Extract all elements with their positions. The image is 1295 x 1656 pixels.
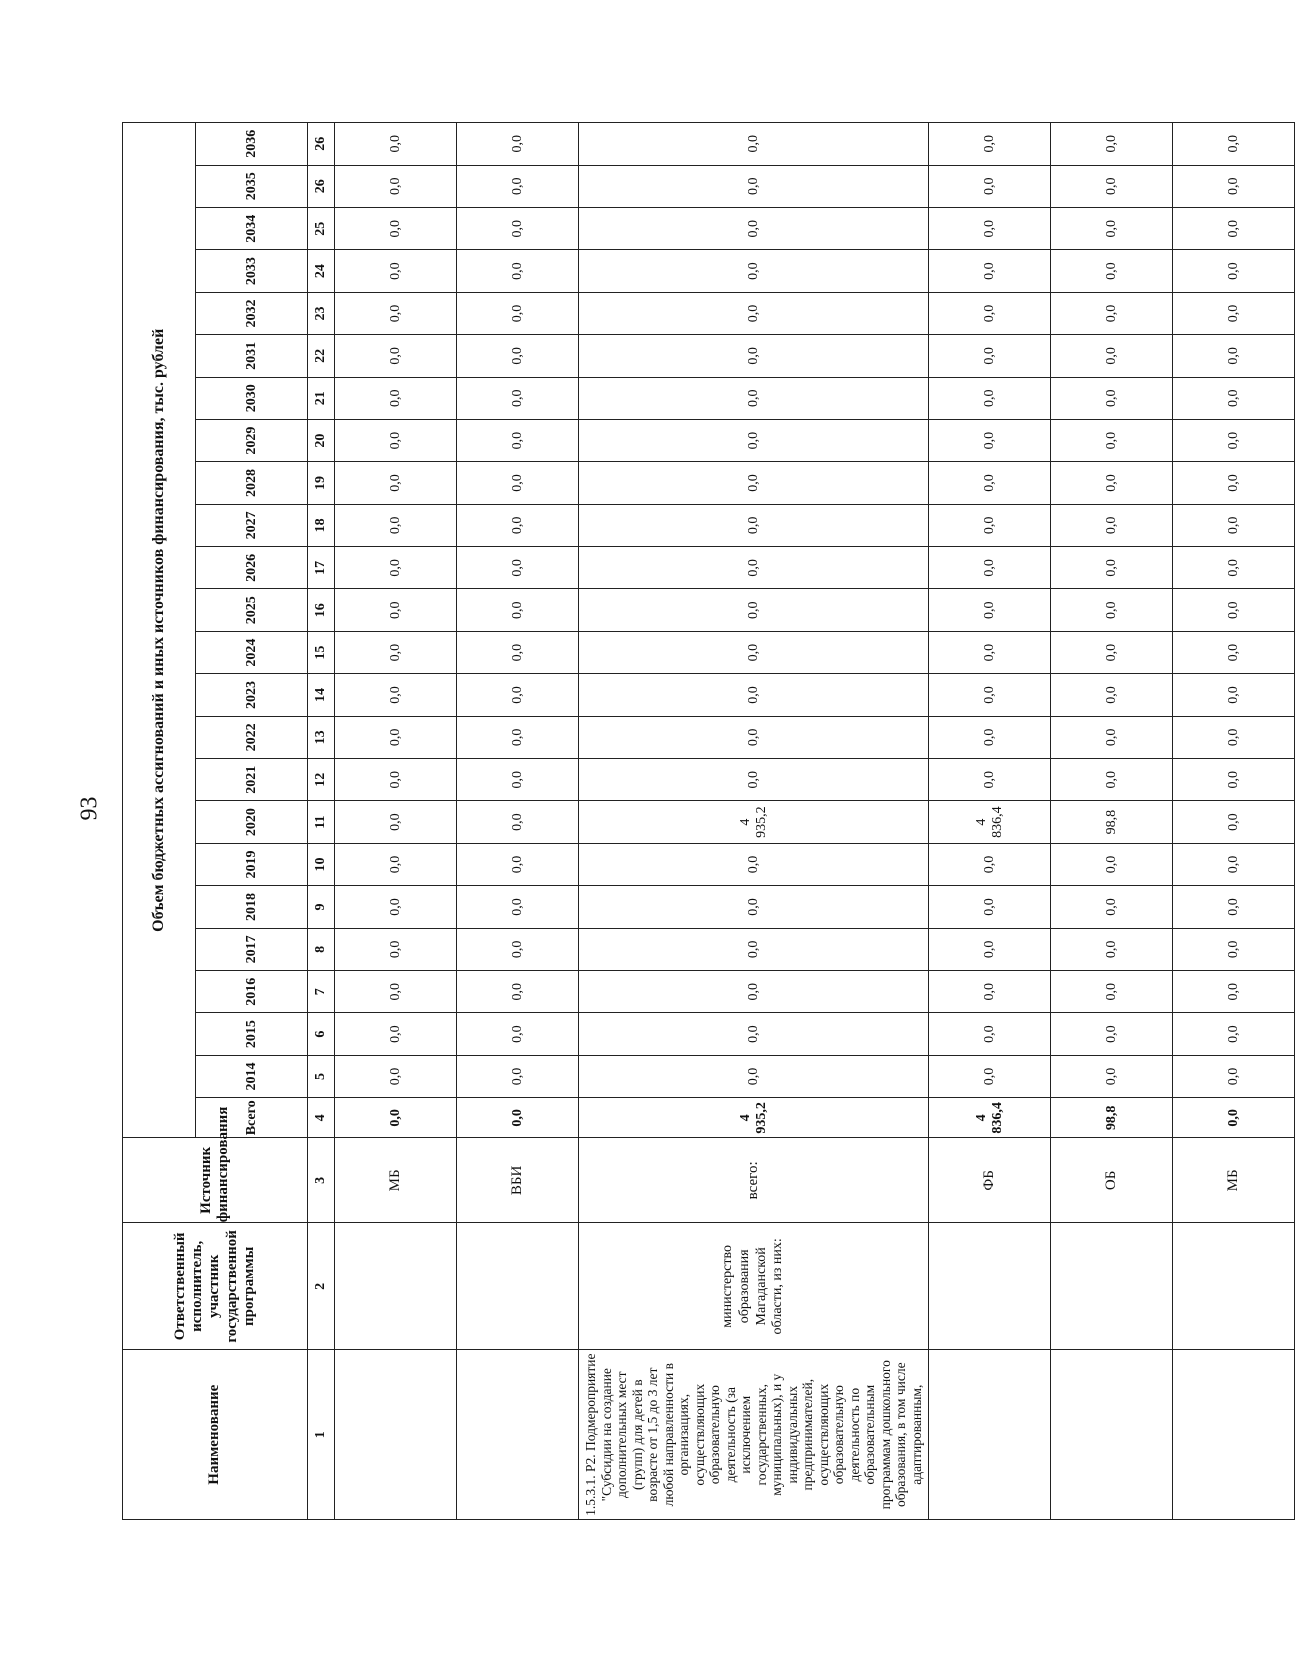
cell-responsible — [929, 1223, 1051, 1350]
cell-value: 0,0 — [335, 462, 457, 504]
cell-value: 0,0 — [1173, 292, 1295, 334]
cell-name — [929, 1350, 1051, 1520]
header-year: 2034 — [196, 207, 308, 249]
cell-value: 0,0 — [929, 631, 1051, 673]
cell-value: 0,0 — [335, 589, 457, 631]
page-number: 93 — [76, 796, 103, 821]
rotated-table-container — [122, 122, 1242, 1520]
header-volume: Объем бюджетных ассигнований и иных источников финансирования, тыс. рублей — [123, 123, 196, 1138]
header-year: 2026 — [196, 547, 308, 589]
cell-value: 98,8 — [1051, 801, 1173, 843]
header-responsible: Ответственный исполнитель, участник государственной программы — [123, 1223, 308, 1350]
column-number: 4 — [308, 1098, 335, 1138]
header-year: 2033 — [196, 250, 308, 292]
cell-value: 0,0 — [579, 377, 929, 419]
cell-value: 0,0 — [1051, 547, 1173, 589]
cell-value: 0,0 — [457, 631, 579, 673]
header-year: 2028 — [196, 462, 308, 504]
cell-value: 0,0 — [1051, 1055, 1173, 1097]
cell-value: 0,0 — [457, 928, 579, 970]
cell-value: 0,0 — [457, 1013, 579, 1055]
cell-value: 0,0 — [1173, 377, 1295, 419]
cell-value: 0,0 — [1051, 250, 1173, 292]
cell-value: 0,0 — [1173, 971, 1295, 1013]
cell-value: 0,0 — [1173, 928, 1295, 970]
column-number: 13 — [308, 716, 335, 758]
cell-value: 0,0 — [335, 928, 457, 970]
cell-value: 0,0 — [1173, 504, 1295, 546]
cell-total: 0,0 — [1173, 1098, 1295, 1138]
header-year: 2018 — [196, 886, 308, 928]
column-number: 23 — [308, 292, 335, 334]
cell-value: 0,0 — [1051, 207, 1173, 249]
cell-value: 0,0 — [1173, 250, 1295, 292]
cell-value: 0,0 — [579, 716, 929, 758]
cell-value: 0,0 — [335, 123, 457, 166]
header-year: 2025 — [196, 589, 308, 631]
cell-value: 0,0 — [1173, 843, 1295, 885]
cell-value: 0,0 — [1173, 1013, 1295, 1055]
column-number: 8 — [308, 928, 335, 970]
cell-value: 0,0 — [1051, 377, 1173, 419]
header-year: 2029 — [196, 419, 308, 461]
cell-value: 0,0 — [335, 674, 457, 716]
cell-value: 0,0 — [1051, 165, 1173, 207]
cell-total: 0,0 — [457, 1098, 579, 1138]
cell-responsible — [1051, 1223, 1173, 1350]
cell-value: 0,0 — [579, 250, 929, 292]
cell-value: 0,0 — [335, 504, 457, 546]
cell-value: 0,0 — [579, 292, 929, 334]
cell-value: 0,0 — [1051, 674, 1173, 716]
cell-value: 0,0 — [1173, 547, 1295, 589]
header-year: 2024 — [196, 631, 308, 673]
cell-source: МБ — [335, 1138, 457, 1223]
cell-value: 0,0 — [1173, 759, 1295, 801]
cell-value: 0,0 — [457, 504, 579, 546]
cell-value: 0,0 — [1173, 335, 1295, 377]
cell-value: 0,0 — [457, 589, 579, 631]
cell-value: 0,0 — [457, 462, 579, 504]
column-number: 24 — [308, 250, 335, 292]
cell-value: 0,0 — [457, 674, 579, 716]
column-number: 10 — [308, 843, 335, 885]
cell-responsible — [335, 1223, 457, 1350]
header-total: Всего — [196, 1098, 308, 1138]
cell-value: 0,0 — [335, 843, 457, 885]
cell-value: 0,0 — [579, 504, 929, 546]
cell-value: 0,0 — [929, 589, 1051, 631]
header-year: 2015 — [196, 1013, 308, 1055]
cell-value: 0,0 — [1173, 674, 1295, 716]
cell-value: 4 935,2 — [579, 801, 929, 843]
table-row — [1173, 123, 1295, 1520]
cell-responsible — [457, 1223, 579, 1350]
table-row — [579, 123, 929, 1520]
cell-value: 0,0 — [1051, 716, 1173, 758]
cell-value: 0,0 — [335, 1013, 457, 1055]
column-number-row — [308, 123, 335, 1520]
column-number: 9 — [308, 886, 335, 928]
cell-value: 0,0 — [929, 123, 1051, 166]
cell-value: 0,0 — [457, 165, 579, 207]
column-number: 19 — [308, 462, 335, 504]
column-number: 5 — [308, 1055, 335, 1097]
cell-value: 4 836,4 — [929, 801, 1051, 843]
cell-name: 1.5.3.1. P2. Подмероприятие "Субсидии на создание дополнительных мест (групп) для детей в возрасте от 1,5 до 3 лет любой направленности в организациях, осуществляющих образовательную деятельность (за исключением государственных, муниципальных), и у индивидуальных предпринимателей, осуществляющих образовательную деятельность по образовательным программам дошкольного образования, в том числе адаптированным, — [579, 1350, 929, 1520]
cell-value: 0,0 — [1173, 589, 1295, 631]
cell-value: 0,0 — [335, 1055, 457, 1097]
cell-value: 0,0 — [929, 207, 1051, 249]
cell-value: 0,0 — [457, 1055, 579, 1097]
cell-name — [457, 1350, 579, 1520]
column-number: 2 — [308, 1223, 335, 1350]
cell-value: 0,0 — [929, 971, 1051, 1013]
header-year: 2035 — [196, 165, 308, 207]
cell-value: 0,0 — [335, 207, 457, 249]
cell-value: 0,0 — [457, 801, 579, 843]
column-number: 14 — [308, 674, 335, 716]
header-year: 2031 — [196, 335, 308, 377]
cell-total: 98,8 — [1051, 1098, 1173, 1138]
header-year: 2023 — [196, 674, 308, 716]
cell-value: 0,0 — [1051, 843, 1173, 885]
cell-value: 0,0 — [457, 335, 579, 377]
column-number: 1 — [308, 1350, 335, 1520]
cell-value: 0,0 — [579, 165, 929, 207]
cell-value: 0,0 — [1173, 419, 1295, 461]
cell-value: 0,0 — [579, 1013, 929, 1055]
cell-value: 0,0 — [335, 971, 457, 1013]
cell-value: 0,0 — [929, 292, 1051, 334]
cell-value: 0,0 — [579, 335, 929, 377]
cell-total: 4 935,2 — [579, 1098, 929, 1138]
column-number: 21 — [308, 377, 335, 419]
cell-value: 0,0 — [1051, 971, 1173, 1013]
header-year: 2017 — [196, 928, 308, 970]
header-year: 2019 — [196, 843, 308, 885]
column-number: 7 — [308, 971, 335, 1013]
header-year: 2030 — [196, 377, 308, 419]
cell-value: 0,0 — [457, 759, 579, 801]
cell-value: 0,0 — [1173, 886, 1295, 928]
cell-responsible — [1173, 1223, 1295, 1350]
cell-value: 0,0 — [1051, 335, 1173, 377]
cell-value: 0,0 — [457, 207, 579, 249]
cell-value: 0,0 — [1051, 123, 1173, 166]
cell-value: 0,0 — [457, 250, 579, 292]
header-year: 2027 — [196, 504, 308, 546]
cell-value: 0,0 — [929, 928, 1051, 970]
cell-value: 0,0 — [1173, 165, 1295, 207]
cell-value: 0,0 — [335, 631, 457, 673]
cell-value: 0,0 — [1051, 419, 1173, 461]
column-number: 11 — [308, 801, 335, 843]
header-name: Наименование — [123, 1350, 308, 1520]
cell-value: 0,0 — [929, 759, 1051, 801]
cell-value: 0,0 — [1051, 1013, 1173, 1055]
cell-value: 0,0 — [1173, 631, 1295, 673]
cell-source: МБ — [1173, 1138, 1295, 1223]
column-number: 26 — [308, 123, 335, 166]
cell-source: ОБ — [1051, 1138, 1173, 1223]
cell-value: 0,0 — [1173, 462, 1295, 504]
cell-value: 0,0 — [1173, 716, 1295, 758]
cell-value: 0,0 — [579, 886, 929, 928]
cell-value: 0,0 — [579, 207, 929, 249]
cell-value: 0,0 — [579, 759, 929, 801]
cell-value: 0,0 — [1051, 589, 1173, 631]
cell-value: 0,0 — [335, 335, 457, 377]
cell-value: 0,0 — [1051, 504, 1173, 546]
cell-value: 0,0 — [579, 123, 929, 166]
cell-value: 0,0 — [1173, 801, 1295, 843]
cell-value: 0,0 — [1051, 462, 1173, 504]
cell-value: 0,0 — [335, 165, 457, 207]
financing-table — [122, 122, 1295, 1520]
column-number: 16 — [308, 589, 335, 631]
cell-value: 0,0 — [335, 292, 457, 334]
cell-value: 0,0 — [457, 123, 579, 166]
cell-value: 0,0 — [1051, 292, 1173, 334]
header-year: 2021 — [196, 759, 308, 801]
table-body — [335, 123, 1295, 1520]
cell-value: 0,0 — [1051, 631, 1173, 673]
cell-value: 0,0 — [929, 335, 1051, 377]
cell-source: ВБИ — [457, 1138, 579, 1223]
header-source: Источник финансирования — [123, 1138, 308, 1223]
cell-value: 0,0 — [929, 165, 1051, 207]
cell-value: 0,0 — [929, 1013, 1051, 1055]
cell-value: 0,0 — [335, 547, 457, 589]
cell-value: 0,0 — [457, 547, 579, 589]
cell-value: 0,0 — [457, 716, 579, 758]
cell-value: 0,0 — [579, 419, 929, 461]
cell-value: 0,0 — [457, 377, 579, 419]
cell-name — [335, 1350, 457, 1520]
cell-value: 0,0 — [579, 589, 929, 631]
table-row — [457, 123, 579, 1520]
column-number: 26 — [308, 165, 335, 207]
cell-value: 0,0 — [335, 759, 457, 801]
column-number: 17 — [308, 547, 335, 589]
cell-value: 0,0 — [929, 843, 1051, 885]
cell-value: 0,0 — [579, 928, 929, 970]
table-row — [929, 123, 1051, 1520]
header-year: 2036 — [196, 123, 308, 166]
header-year: 2032 — [196, 292, 308, 334]
cell-name — [1051, 1350, 1173, 1520]
cell-total: 4 836,4 — [929, 1098, 1051, 1138]
cell-value: 0,0 — [929, 419, 1051, 461]
cell-value: 0,0 — [579, 547, 929, 589]
header-year: 2014 — [196, 1055, 308, 1097]
cell-value: 0,0 — [579, 971, 929, 1013]
cell-value: 0,0 — [929, 504, 1051, 546]
cell-value: 0,0 — [335, 801, 457, 843]
table-row — [1051, 123, 1173, 1520]
cell-value: 0,0 — [929, 250, 1051, 292]
cell-value: 0,0 — [335, 377, 457, 419]
cell-value: 0,0 — [929, 716, 1051, 758]
cell-value: 0,0 — [335, 250, 457, 292]
cell-source: всего: — [579, 1138, 929, 1223]
column-number: 20 — [308, 419, 335, 461]
column-number: 12 — [308, 759, 335, 801]
cell-value: 0,0 — [457, 292, 579, 334]
cell-value: 0,0 — [335, 886, 457, 928]
cell-value: 0,0 — [1051, 886, 1173, 928]
cell-value: 0,0 — [335, 716, 457, 758]
column-number: 22 — [308, 335, 335, 377]
header-year: 2020 — [196, 801, 308, 843]
cell-total: 0,0 — [335, 1098, 457, 1138]
header-year: 2016 — [196, 971, 308, 1013]
cell-value: 0,0 — [579, 462, 929, 504]
cell-value: 0,0 — [1051, 759, 1173, 801]
cell-value: 0,0 — [1173, 207, 1295, 249]
table-row — [335, 123, 457, 1520]
cell-value: 0,0 — [929, 886, 1051, 928]
cell-responsible: министерство образования Магаданской области, из них: — [579, 1223, 929, 1350]
cell-value: 0,0 — [1173, 1055, 1295, 1097]
cell-name — [1173, 1350, 1295, 1520]
cell-value: 0,0 — [579, 843, 929, 885]
cell-value: 0,0 — [457, 843, 579, 885]
cell-source: ФБ — [929, 1138, 1051, 1223]
column-number: 6 — [308, 1013, 335, 1055]
column-number: 15 — [308, 631, 335, 673]
cell-value: 0,0 — [579, 631, 929, 673]
cell-value: 0,0 — [457, 886, 579, 928]
cell-value: 0,0 — [929, 674, 1051, 716]
cell-value: 0,0 — [1051, 928, 1173, 970]
cell-value: 0,0 — [579, 674, 929, 716]
cell-value: 0,0 — [457, 419, 579, 461]
cell-value: 0,0 — [929, 462, 1051, 504]
cell-value: 0,0 — [1173, 123, 1295, 166]
column-number: 18 — [308, 504, 335, 546]
cell-value: 0,0 — [335, 419, 457, 461]
cell-value: 0,0 — [929, 377, 1051, 419]
header-year: 2022 — [196, 716, 308, 758]
column-number: 25 — [308, 207, 335, 249]
cell-value: 0,0 — [457, 971, 579, 1013]
column-number: 3 — [308, 1138, 335, 1223]
cell-value: 0,0 — [929, 1055, 1051, 1097]
cell-value: 0,0 — [929, 547, 1051, 589]
cell-value: 0,0 — [579, 1055, 929, 1097]
